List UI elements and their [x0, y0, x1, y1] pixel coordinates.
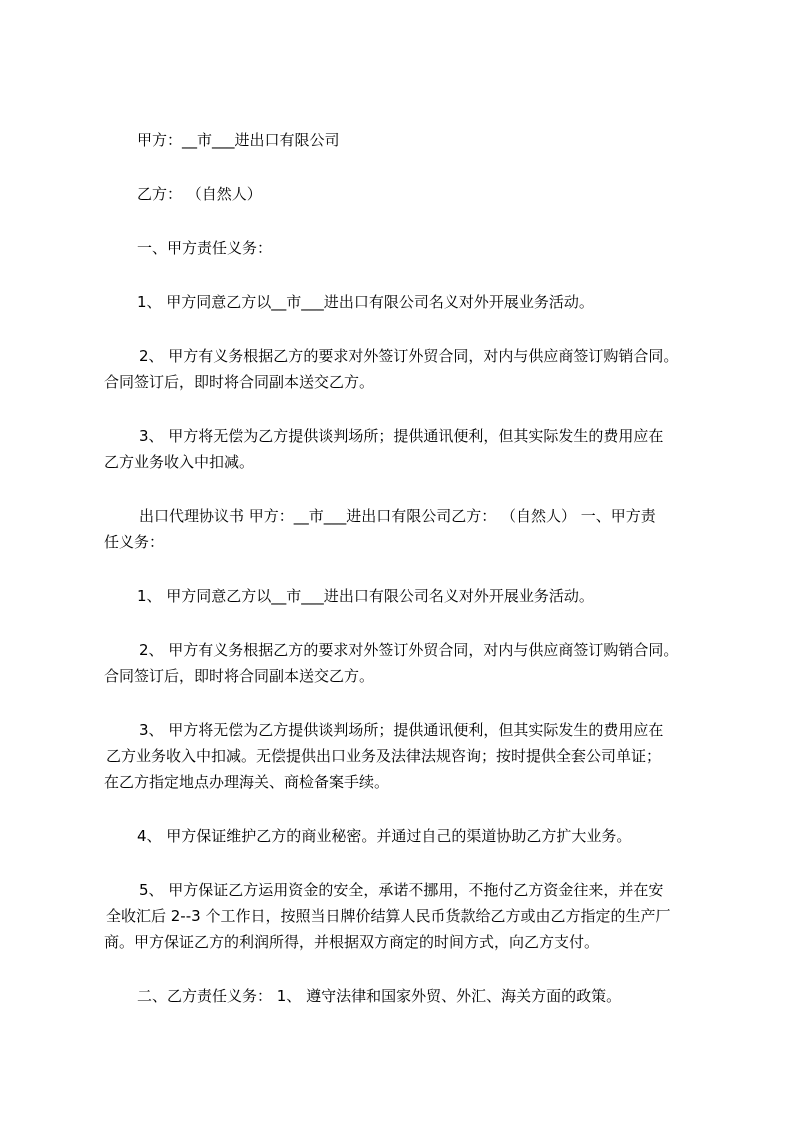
clause-3-repeat-continuation-1: 乙方业务收入中扣减。无偿提供出口业务及法律法规咨询；按时提供全套公司单证； [106, 747, 662, 765]
party-b-line: 乙方： （自然人） [137, 185, 262, 203]
agreement-title-continuation: 任义务： [104, 533, 165, 551]
clause-2-repeat-continuation: 合同签订后，即时将合同副本送交乙方。 [104, 667, 375, 685]
clause-2-repeat-line: 2、 甲方有义务根据乙方的要求对外签订外贸合同，对内与供应商签订购销合同。 [139, 641, 679, 659]
section-heading-party-a: 一、甲方责任义务： [137, 239, 273, 257]
section-heading-party-b: 二、乙方责任义务： 1、 遵守法律和国家外贸、外汇、海关方面的政策。 [137, 987, 622, 1005]
clause-4-line: 4、 甲方保证维护乙方的商业秘密。并通过自己的渠道协助乙方扩大业务。 [137, 827, 632, 845]
clause-5-line: 5、 甲方保证乙方运用资金的安全，承诺不挪用，不拖付乙方资金往来，并在安 [139, 881, 664, 899]
clause-3-line: 3、 甲方将无偿为乙方提供谈判场所；提供通讯便利，但其实际发生的费用应在 [139, 427, 664, 445]
clause-2-continuation: 合同签订后，即时将合同副本送交乙方。 [104, 373, 375, 391]
clause-5-continuation-2: 商。甲方保证乙方的利润所得，并根据双方商定的时间方式，向乙方支付。 [104, 933, 600, 951]
clause-3-continuation: 乙方业务收入中扣减。 [104, 453, 255, 471]
agreement-title-line: 出口代理协议书 甲方：__市___进出口有限公司乙方： （自然人） 一、甲方责 [139, 507, 656, 525]
clause-3-repeat-line: 3、 甲方将无偿为乙方提供谈判场所；提供通讯便利，但其实际发生的费用应在 [139, 721, 664, 739]
clause-1-repeat-line: 1、 甲方同意乙方以__市___进出口有限公司名义对外开展业务活动。 [137, 587, 594, 605]
clause-1-line: 1、 甲方同意乙方以__市___进出口有限公司名义对外开展业务活动。 [137, 293, 594, 311]
clause-3-repeat-continuation-2: 在乙方指定地点办理海关、商检备案手续。 [104, 773, 390, 791]
clause-5-continuation-1: 全收汇后 2--3 个工作日，按照当日牌价结算人民币货款给乙方或由乙方指定的生产厂 [106, 907, 671, 925]
clause-2-line: 2、 甲方有义务根据乙方的要求对外签订外贸合同，对内与供应商签订购销合同。 [139, 347, 679, 365]
party-a-line: 甲方：__市___进出口有限公司 [137, 131, 340, 149]
